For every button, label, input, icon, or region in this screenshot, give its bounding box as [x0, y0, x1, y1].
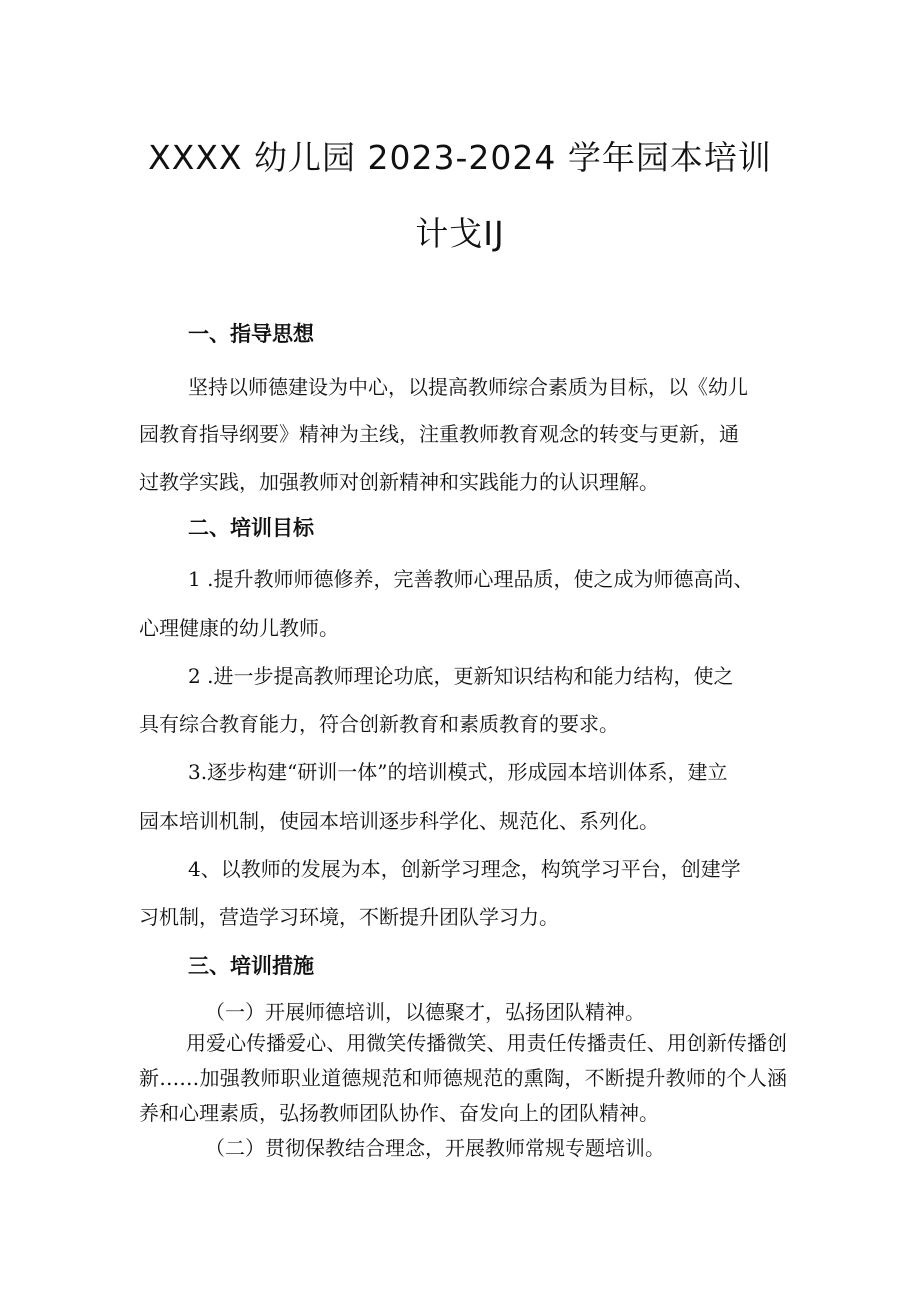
- subsection-title: （一）开展师德培训，以德聚才，弘扬团队精神。: [205, 1000, 645, 1024]
- goal-item-line: 4、以教师的发展为本，创新学习理念，构筑学习平台，创建学: [188, 857, 741, 881]
- subsection-paragraph: 用爱心传播爱心、用微笑传播微笑、用责任传播责任、用创新传播创新……加强教师职业道德规范和师德规范的熏陶，不断提升教师的个人涵养和心理素质，弘扬教师团队协作、奋发向上的团队精神。: [139, 1031, 787, 1125]
- document-title-line-1: XXXX 幼儿园 2023-2024 学年园本培训: [148, 138, 772, 177]
- goal-item-line: 3.逐步构建“研训一体”的培训模式，形成园本培训体系，建立: [188, 760, 728, 784]
- goal-item-line: 园本培训机制，使园本培训逐步科学化、规范化、系列化。: [139, 809, 659, 833]
- paragraph-line: 过教学实践，加强教师对创新精神和实践能力的认识理解。: [139, 470, 659, 494]
- goal-item-line: 习机制，营造学习环境，不断提升团队学习力。: [139, 905, 559, 929]
- paragraph-line: 园教育指导纲要》精神为主线，注重教师教育观念的转变与更新，通: [139, 422, 739, 446]
- goal-item-line: 具有综合教育能力，符合创新教育和素质教育的要求。: [139, 712, 619, 736]
- document-title-line-2: 计戈IJ: [415, 214, 505, 253]
- section-heading-training-measures: 三、培训措施: [188, 954, 314, 978]
- section-heading-guiding-thought: 一、指导思想: [188, 322, 314, 346]
- section-heading-training-goals: 二、培训目标: [188, 516, 314, 540]
- goal-item-line: 1 .提升教师师德修养，完善教师心理品质，使之成为师德高尚、: [188, 567, 754, 591]
- goal-item-line: 2 .进一步提高教师理论功底，更新知识结构和能力结构，使之: [188, 664, 734, 688]
- subsection-title: （二）贯彻保教结合理念，开展教师常规专题培训。: [205, 1136, 665, 1160]
- goal-item-line: 心理健康的幼儿教师。: [139, 616, 339, 640]
- paragraph-line: 坚持以师德建设为中心，以提高教师综合素质为目标，以《幼儿: [188, 375, 748, 399]
